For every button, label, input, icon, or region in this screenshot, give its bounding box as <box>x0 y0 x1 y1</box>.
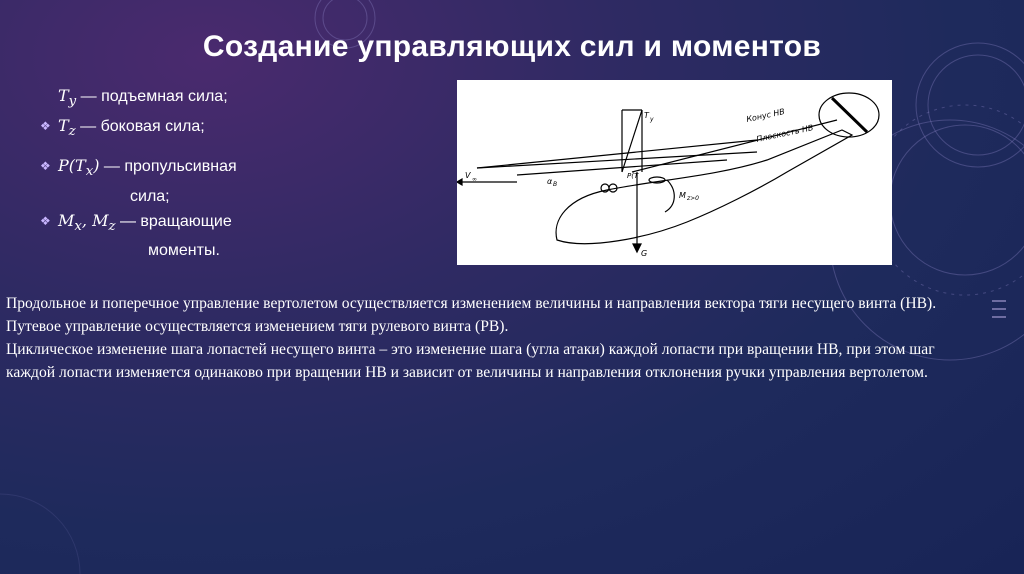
bullet-item <box>40 84 460 114</box>
pt-label: P(T <box>627 172 639 180</box>
bullet-text: — пропульсивная <box>99 158 237 176</box>
bullet-continuation: сила; <box>130 187 170 205</box>
bullet-text: — подъемная сила; <box>76 88 228 105</box>
ty-sub: y <box>650 116 654 123</box>
helicopter-force-diagram <box>457 80 892 265</box>
slide-side-marks <box>992 300 1006 324</box>
bullet-text: — боковая сила; <box>75 118 205 136</box>
ty-label: T <box>644 111 649 120</box>
bullet-list <box>40 84 460 263</box>
plane-label: Плоскость НВ <box>755 123 815 144</box>
symbol-tz: $T_z$ <box>58 116 76 140</box>
g-label: G <box>641 249 648 258</box>
paragraph: Циклическое изменение шага лопастей несущего винта – это изменение шага (угла атаки) каждой лопасти при вращении НВ, при этом шаг каждой лопасти изменяется одинаково при вращении НВ и зависит от величины и направления отклонения ручки управления вертолетом. <box>6 341 935 381</box>
bullet-text: — вращающие <box>115 212 232 230</box>
velocity-sub: ∞ <box>472 176 477 183</box>
symbol-ty: $T_y$ <box>58 86 77 110</box>
mz-tail: z>0 <box>687 195 699 202</box>
paragraph: Путевое управление осуществляется изменением тяги рулевого винта (РВ). <box>6 318 509 335</box>
diamond-icon: ❖ <box>40 119 51 134</box>
slide-title: Создание управляющих сил и моментов <box>202 30 822 63</box>
alpha-sub: B <box>553 181 558 188</box>
bullet-item <box>40 209 460 263</box>
body-text <box>6 292 946 384</box>
bullet-continuation: моменты. <box>148 241 220 259</box>
diamond-icon: ❖ <box>40 159 51 174</box>
diamond-icon: ❖ <box>40 213 51 228</box>
symbol-p: $P(T_x)$ <box>58 156 100 180</box>
paragraph: Продольное и поперечное управление вертолетом осуществляется изменением величины и направления вектора тяги несущего винта (НВ). <box>6 295 937 312</box>
symbol-mxmz: $M_x$, $M_z$ <box>58 210 116 234</box>
bullet-item <box>40 114 460 144</box>
diagram-drawing <box>457 80 892 265</box>
bullet-item <box>40 154 460 208</box>
velocity-label: V <box>465 171 471 180</box>
mz-label: M <box>679 191 686 200</box>
cone-label: Конус НВ <box>745 107 786 124</box>
alpha-label: α <box>547 177 553 186</box>
